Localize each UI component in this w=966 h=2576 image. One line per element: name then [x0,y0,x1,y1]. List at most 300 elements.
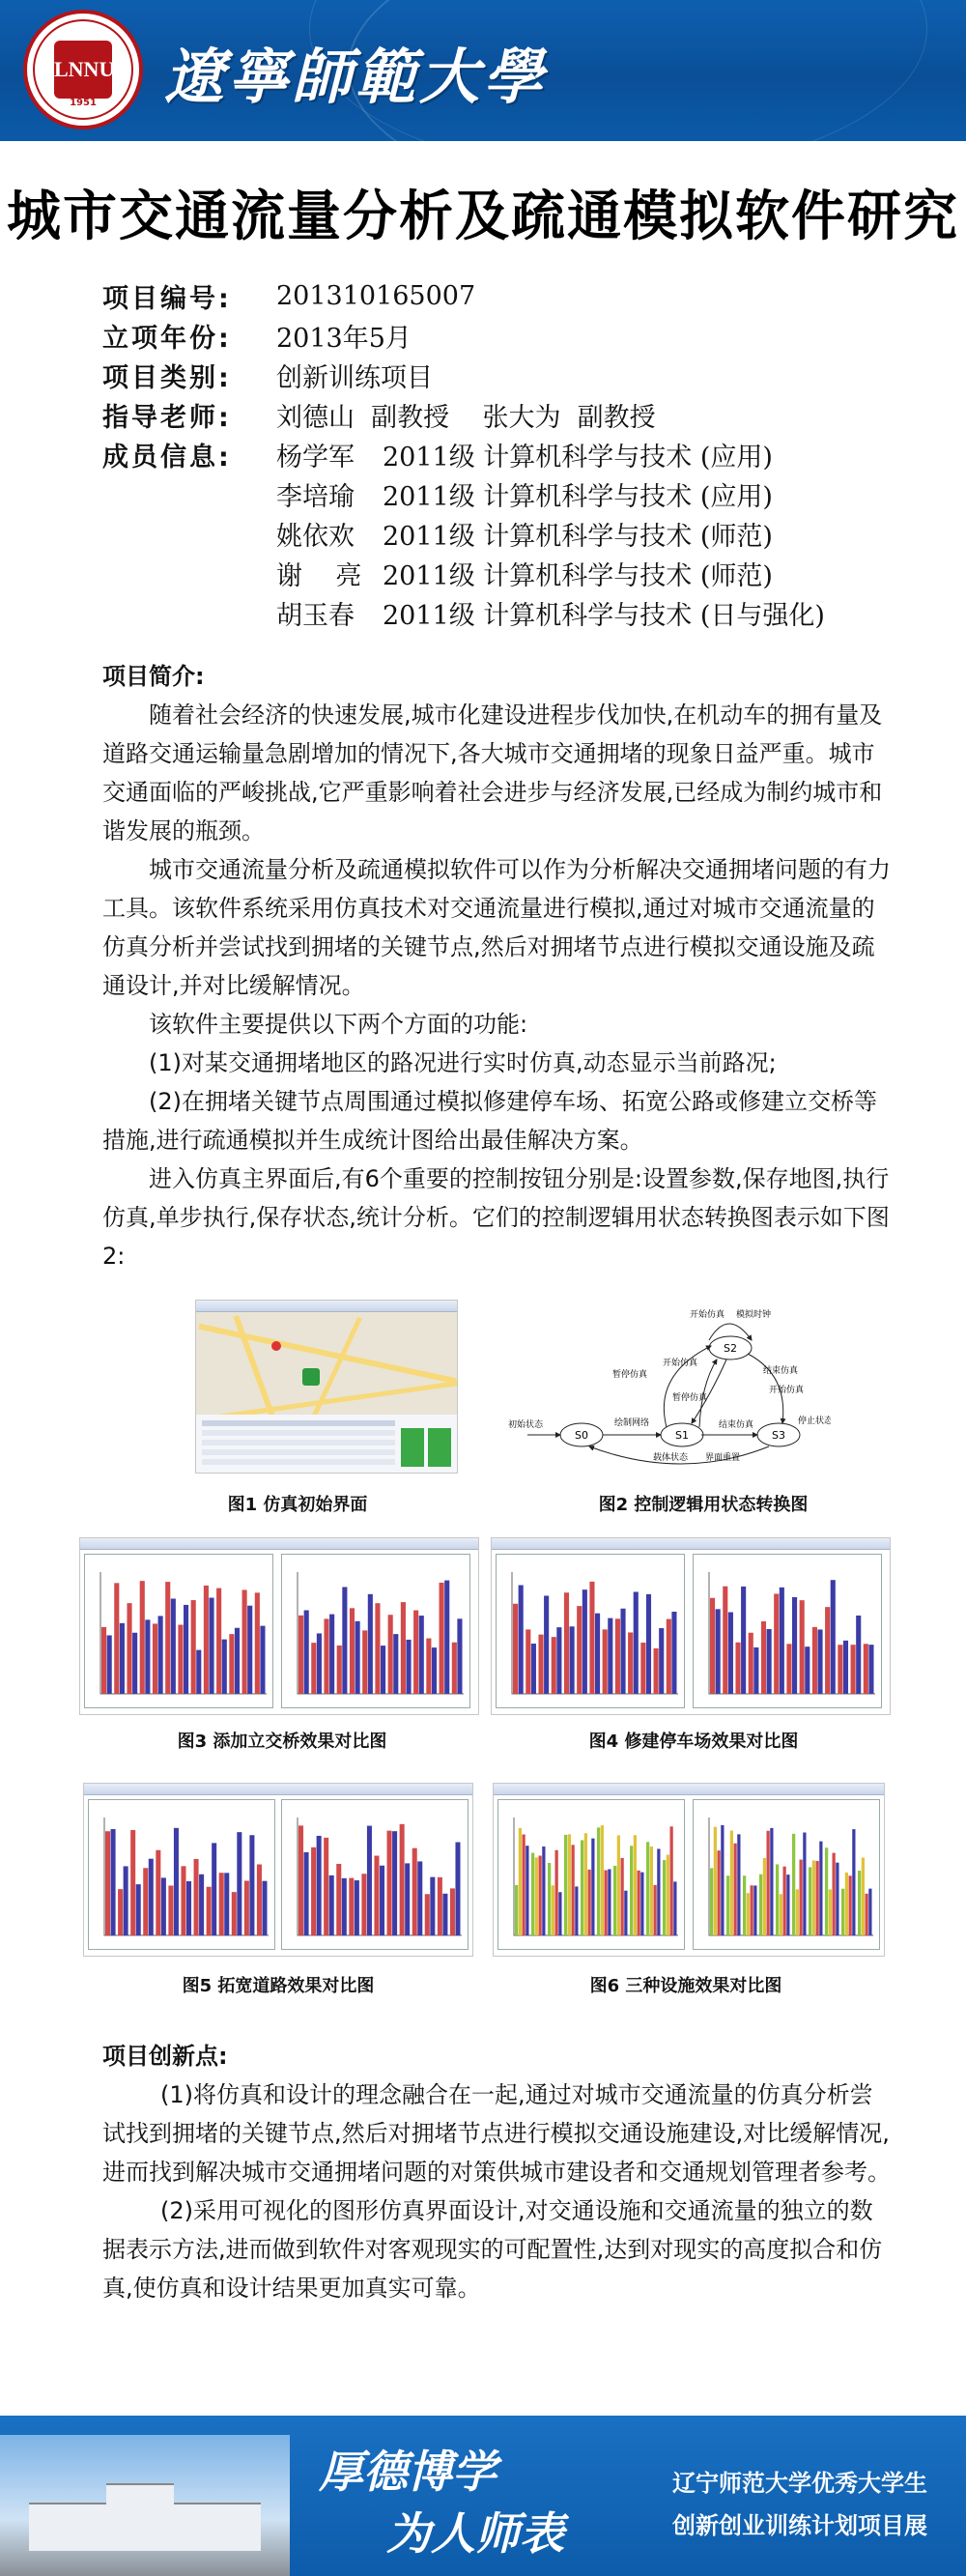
intro-section [102,657,895,1275]
bar-chart [498,1800,686,1951]
chart-bar [337,1646,342,1694]
intro-heading: 项目简介: [102,663,205,690]
chart-bar [442,1894,447,1935]
chart-bar [199,1875,204,1935]
chart-bar [613,1866,616,1935]
chart-panel [496,1554,685,1708]
chart-bar [132,1633,137,1694]
member-row [102,435,914,474]
chart-bar [620,1609,625,1694]
chart-bar [792,1597,797,1694]
transition-label: 绘制网络 [614,1418,650,1428]
logo-year: 1951 [70,98,97,108]
chart-bar [714,1827,717,1935]
chart-bar [342,1587,347,1694]
transition-label: 开始仿真 [690,1310,725,1320]
chart-bar [728,1613,733,1694]
member-row [102,593,914,633]
bar-chart [282,1800,469,1951]
chart-bar [237,1832,242,1935]
chart-bar [866,1894,868,1935]
chart-bar [710,1868,713,1935]
chart-bar [222,1640,227,1694]
chart-bar [558,1892,561,1935]
chart-bar [298,1825,303,1935]
chart-bar [849,1875,852,1935]
chart-bar [836,1863,838,1935]
slogan-line-2: 为人师表 [386,2507,564,2560]
chart-bar [425,1894,430,1935]
intro-paragraph: (2)在拥堵关键节点周围通过模拟修建停车场、拓宽公路或修建立交桥等措施,进行疏通模拟并生成统计图给出最佳解决方案。 [102,1088,877,1154]
intro-paragraph: 城市交通流量分析及疏通模拟软件可以作为分析解决交通拥堵问题的有力工具。该软件系统采用仿真技术对交通流量进行模拟,通过对城市交通流量的仿真分析并尝试找到拥堵的关键节点,然后对拥堵节点进行模拟交通设施及疏通设计,并对比缓解情况。 [102,856,891,999]
chart-bar [311,1643,316,1694]
bar-chart [89,1800,276,1951]
chart-bar [156,1850,160,1935]
chart-bar [845,1873,848,1935]
chart-bar [555,1850,558,1935]
member-detail: 2011级 计算机科学与技术 (日与强化) [383,601,825,631]
campus-photo [0,2435,290,2576]
chart-bar [513,1604,518,1694]
chart-bar [209,1598,213,1694]
chart-bar [783,1867,786,1935]
chart-bar [111,1829,116,1935]
figure-three-facilities-comparison [493,1783,885,1957]
chart-bar [298,1616,303,1694]
bar-chart [282,1555,471,1709]
advisor-value: 刘德山 副教授 张大为 副教授 [276,403,656,433]
chart-bar [120,1623,125,1694]
chart-bar [628,1632,633,1694]
slogan-line-1: 厚德博学 [319,2446,497,2498]
chart-bar [743,1875,746,1935]
chart-bar [605,1871,608,1935]
chart-bar [526,1629,530,1694]
chart-bar [761,1621,766,1694]
chart-bar [763,1858,766,1935]
innovation-heading: 项目创新点: [102,2043,228,2070]
chart-bar [816,1861,819,1935]
chart-bar [178,1625,183,1694]
chart-bar [118,1889,123,1935]
chart-bar [634,1591,639,1694]
chart-bar [101,1627,106,1694]
chart-bar [127,1603,131,1694]
chart-bar [519,1586,524,1694]
status-cell [428,1428,451,1467]
chart-bar [304,1852,309,1935]
chart-bar [249,1835,254,1935]
chart-bar [575,1886,578,1935]
chart-bar [412,1848,417,1935]
chart-bar [577,1606,582,1694]
chart-bar [829,1889,832,1935]
chart-bar [868,1645,873,1694]
chart-bar [417,1861,422,1935]
chart-bar [207,1887,212,1935]
chart-bar [767,1629,772,1694]
chart-panel [693,1554,882,1708]
member-name: 姚依欢 [276,522,355,552]
chart-bar [444,1581,449,1694]
transition-label: 界面重置 [705,1453,741,1463]
intro-paragraph: 随着社会经济的快速发展,城市化建设进程步伐加快,在机动车的拥有量及道路交通运输量急剧增加的情况下,各大城市交通拥堵的现象日益严重。城市交通面临的严峻挑战,它严重影响着社会进步与经济发展,已经成为制约城市和谐发展的瓶颈。 [102,701,883,844]
chart-bar [432,1647,437,1694]
chart-bar [780,1588,784,1694]
chart-panel [281,1799,469,1950]
map-marker [302,1368,320,1386]
chart-bar [552,1885,554,1935]
logo-mark: LNNU [54,41,112,99]
chart-bar [663,1860,666,1935]
figure-road-widening-comparison [83,1783,473,1957]
header-banner [0,0,966,141]
chart-bar [786,1875,789,1935]
data-table-pane [196,1415,457,1473]
chart-bar [638,1871,640,1935]
chart-bar [667,1855,669,1935]
university-logo [23,10,143,129]
chart-bar [624,1891,627,1935]
chart-bar [311,1847,316,1935]
chart-bar [542,1846,545,1935]
members-label: 成员信息: [102,443,232,472]
chart-bar [535,1857,538,1935]
chart-bar [564,1592,569,1694]
chart-bar [438,1877,442,1935]
chart-bar [803,1833,806,1935]
chart-bar [452,1643,457,1694]
chart-bar [419,1616,424,1694]
chart-bar [838,1645,842,1694]
chart-bar [819,1842,822,1935]
intro-paragraph: 进入仿真主界面后,有6个重要的控制按钮分别是:设置参数,保存地图,执行仿真,单步执行,保存状态,统计分析。它们的控制逻辑用状态转换图表示如下图2: [102,1165,890,1270]
chart-bar [130,1830,135,1935]
chart-bar [260,1626,265,1694]
bar-chart [694,1555,883,1709]
innovation-section [102,2037,895,2307]
chart-bar [317,1633,322,1694]
chart-bar [430,1877,435,1935]
chart-bar [716,1609,721,1694]
chart-bar [455,1843,460,1935]
transition-label: 载体状态 [653,1453,689,1463]
chart-bar [570,1626,575,1694]
chart-bar [440,1583,444,1694]
member-name: 李培瑜 [276,482,355,512]
year-value: 2013年5月 [276,324,412,354]
chart-bar [232,1892,237,1935]
chart-bar [737,1834,740,1935]
transition-label: 开始仿真 [769,1386,805,1395]
member-detail: 2011级 计算机科学与技术 (应用) [383,443,773,472]
transition-label: 开始仿真 [663,1359,698,1368]
chart-bar [329,1615,334,1694]
members-list [102,435,914,633]
chart-bar [673,1881,676,1935]
chart-bar [219,1873,224,1935]
advisor-label: 指导老师: [102,403,232,433]
info-row-advisors [102,395,914,435]
table-row [202,1420,395,1426]
figure-caption: 图2 控制逻辑用状态转换图 [598,1495,809,1515]
member-name: 杨学军 [276,443,355,472]
transition-label: 模拟时钟 [736,1310,772,1320]
figure-simulation-ui [195,1300,458,1474]
chart-bar [531,1644,536,1694]
chart-bar [140,1581,145,1694]
chart-bar [753,1885,756,1935]
innovation-paragraph: (2)采用可视化的图形仿真界面设计,对交通设施和交通流量的独立的数据表示方法,进而做到软件对客观现实的可配置性,达到对现实的高度拟合和仿真,使仿真和设计结果更加真实可靠。 [102,2197,883,2302]
chart-bar [531,1853,534,1935]
chart-bar [617,1835,620,1935]
chart-bar [387,1831,392,1935]
chart-bar [406,1640,411,1694]
state-label: S2 [724,1342,737,1355]
table-row [202,1440,395,1445]
state-label: S1 [675,1429,689,1442]
chart-bar [710,1598,715,1694]
chart-bar [350,1608,355,1694]
chart-bar [194,1859,199,1935]
chart-bar [124,1866,128,1935]
chart-bar [640,1643,645,1694]
figure-caption: 图4 修建停车场效果对比图 [588,1732,799,1752]
chart-bar [843,1641,848,1694]
figure-caption: 图5 拓宽道路效果对比图 [182,1976,375,1996]
chart-bar [181,1866,185,1935]
chart-bar [361,1874,366,1935]
chart-bar [184,1605,188,1694]
chart-bar [753,1647,758,1694]
page-title: 城市交通流量分析及疏通模拟软件研究 [7,186,959,248]
bar-chart [497,1555,686,1709]
chart-bar [526,1846,528,1935]
chart-bar [105,1831,110,1935]
info-row-year [102,316,914,356]
chart-bar [582,1589,587,1694]
chart-bar [615,1618,620,1694]
transition-label: 暂停仿真 [672,1393,708,1403]
map-marker [271,1341,281,1351]
chart-bar [608,1869,611,1935]
chart-bar [145,1619,150,1694]
chart-bar [852,1829,855,1935]
figure-parking-comparison [491,1537,891,1715]
chart-bar [805,1646,810,1694]
innovation-paragraph: (1)将仿真和设计的理念融合在一起,通过对城市交通流量的仿真分析尝试找到拥堵的关键节点,然后对拥堵节点进行模拟交通设施建设,对比缓解情况,进而找到解决城市交通拥堵问题的对策供城市建设者和交通规划管理者参考。 [102,2081,891,2186]
chart-bar [864,1644,868,1694]
chart-bar [324,1618,328,1694]
chart-bar [776,1864,779,1935]
chart-bar [595,1614,600,1694]
member-detail: 2011级 计算机科学与技术 (师范) [383,522,773,552]
chart-bar [143,1868,148,1935]
chart-bar [608,1618,612,1694]
chart-bar [856,1616,861,1694]
chart-bar [212,1843,216,1935]
chart-bar [552,1637,556,1694]
bar-chart [694,1800,881,1951]
chart-bar [767,1831,770,1935]
chart-bar [657,1848,660,1935]
chart-bar [833,1853,836,1935]
chart-bar [825,1607,830,1694]
chart-panel [693,1799,880,1950]
chart-bar [400,1824,405,1935]
chart-bar [355,1880,359,1935]
chart-bar [751,1885,753,1935]
chart-bar [825,1847,828,1935]
figure-state-diagram [508,1307,831,1477]
table-row [202,1459,395,1465]
chart-bar [544,1595,549,1694]
chart-bar [255,1592,260,1694]
chart-bar [556,1627,561,1694]
chart-bar [603,1629,608,1694]
chart-bar [196,1650,201,1694]
chart-bar [401,1602,406,1694]
window-titlebar [80,1538,478,1550]
category-label: 项目类别: [102,363,232,393]
chart-bar [584,1833,587,1935]
chart-bar [667,1619,671,1694]
chart-panel [84,1554,273,1708]
category-value: 创新训练项目 [276,363,433,393]
chart-bar [621,1858,624,1935]
chart-bar [262,1881,267,1935]
chart-bar [367,1826,372,1935]
chart-bar [654,1885,657,1935]
state-label: S0 [575,1429,588,1442]
exhibition-org-line-1: 辽宁师范大学优秀大学生 [672,2470,927,2497]
chart-bar [153,1623,157,1694]
transition-label: 停止状态 [798,1417,831,1426]
chart-bar [114,1583,119,1694]
chart-bar [392,1831,397,1935]
chart-bar [174,1828,179,1935]
chart-bar [342,1878,347,1935]
chart-bar [158,1616,163,1694]
chart-bar [538,1635,543,1694]
table-row [202,1449,395,1455]
transition-label: 结束仿真 [719,1420,754,1430]
transition-label: 结束仿真 [763,1366,799,1376]
chart-bar [735,1643,740,1694]
member-row [102,554,914,593]
chart-bar [770,1828,773,1935]
chart-bar [355,1621,360,1694]
chart-bar [581,1840,583,1935]
member-row [102,514,914,554]
chart-bar [523,1835,526,1935]
chart-bar [734,1844,737,1935]
chart-bar [161,1877,166,1935]
chart-bar [107,1635,112,1694]
window-titlebar [494,1784,884,1795]
chart-bar [721,1825,724,1935]
project-no-label: 项目编号: [102,284,232,314]
chart-bar [336,1864,341,1935]
chart-bar [426,1639,431,1694]
chart-bar [244,1880,249,1935]
chart-bar [634,1835,637,1935]
chart-bar [349,1878,354,1935]
chart-bar [329,1875,334,1935]
project-info [102,276,914,633]
chart-bar [670,1826,673,1935]
chart-bar [589,1582,594,1694]
chart-bar [368,1594,373,1694]
chart-bar [149,1859,154,1935]
figure-caption: 图1 仿真初始界面 [227,1495,368,1515]
chart-bar [741,1587,746,1694]
chart-bar [723,1587,727,1694]
figure-caption: 图6 三种设施效果对比图 [589,1976,782,1996]
chart-bar [324,1838,328,1935]
chart-bar [749,1633,753,1694]
chart-bar [304,1611,309,1694]
chart-bar [862,1857,865,1935]
member-detail: 2011级 计算机科学与技术 (应用) [383,482,773,512]
member-name: 谢 亮 [276,561,362,591]
chart-bar [646,1594,651,1694]
chart-bar [165,1582,170,1694]
status-cell [401,1428,424,1467]
chart-bar [831,1580,836,1694]
info-row-project-no [102,276,914,316]
chart-bar [851,1645,856,1694]
chart-bar [730,1831,733,1935]
chart-bar [405,1863,410,1935]
figure-caption: 图3 添加立交桥效果对比图 [177,1732,387,1752]
chart-bar [630,1846,633,1935]
chart-bar [568,1834,571,1935]
state-label: S3 [772,1429,785,1442]
footer-banner [0,2416,966,2576]
figure-overpass-comparison [79,1537,479,1715]
chart-bar [841,1889,844,1935]
chart-bar [450,1888,455,1935]
window-titlebar [196,1301,457,1312]
year-label: 立项年份: [102,324,232,354]
intro-paragraph: 该软件主要提供以下两个方面的功能: [149,1011,528,1038]
member-row [102,474,914,514]
chart-bar [374,1856,379,1935]
chart-bar [812,1627,817,1694]
chart-bar [515,1885,518,1935]
chart-bar [362,1630,367,1694]
state-diagram-svg [508,1307,831,1477]
chart-bar [548,1863,551,1935]
member-detail: 2011级 计算机科学与技术 (师范) [383,561,773,591]
chart-bar [235,1628,240,1694]
chart-bar [640,1873,643,1935]
chart-bar [659,1628,664,1694]
chart-bar [257,1865,262,1935]
chart-bar [204,1586,209,1694]
info-row-category [102,356,914,395]
window-titlebar [492,1538,890,1550]
transition-label: 暂停仿真 [612,1370,648,1380]
chart-bar [654,1648,659,1694]
chart-bar [247,1606,252,1694]
chart-bar [375,1603,380,1694]
chart-bar [519,1828,522,1935]
chart-bar [171,1599,176,1694]
chart-bar [858,1871,861,1935]
chart-bar [224,1873,229,1935]
